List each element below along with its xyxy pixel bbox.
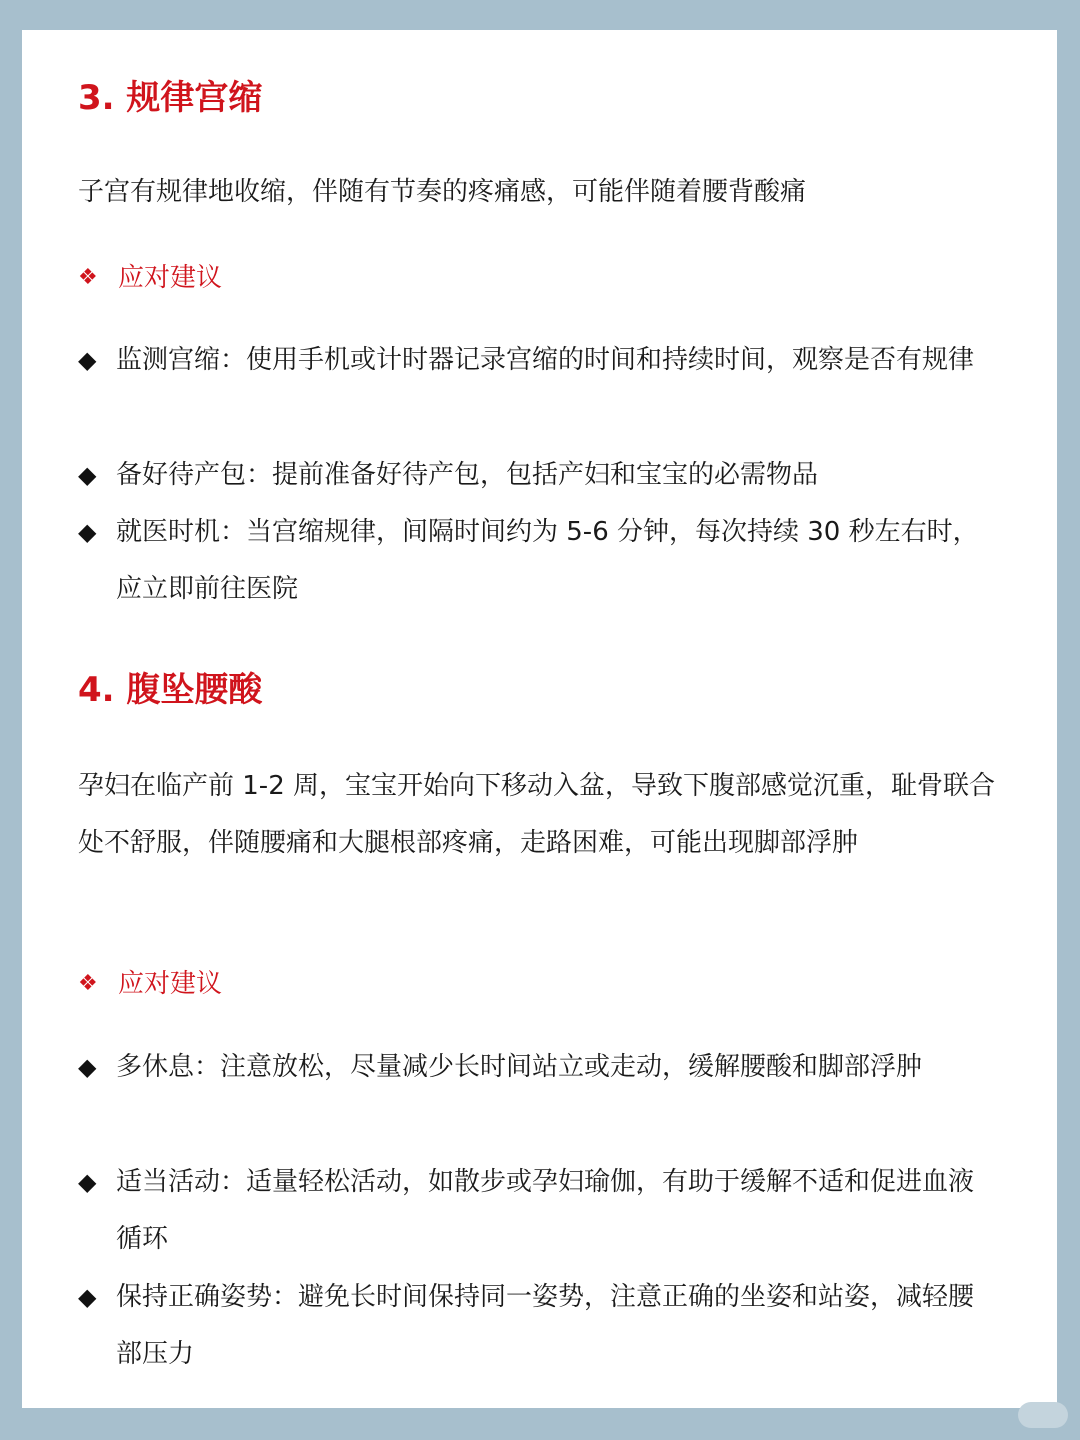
advice-item-text: 保持正确姿势：避免长时间保持同一姿势，注意正确的坐姿和站姿，减轻腰部压力	[116, 1282, 975, 1369]
advice-heading	[78, 258, 222, 298]
diamond-icon: ◆	[78, 1168, 97, 1196]
advice-item-text: 多休息：注意放松，尽量减少长时间站立或走动，缓解腰酸和脚部浮肿	[116, 1052, 923, 1082]
section-title: 4. 腹坠腰酸	[78, 670, 263, 710]
advice-heading-label: 应对建议	[118, 263, 223, 293]
section-title: 3. 规律宫缩	[78, 78, 263, 118]
advice-item-text: 适当活动：适量轻松活动，如散步或孕妇瑜伽，有助于缓解不适和促进血液循环	[116, 1167, 975, 1254]
advice-heading	[78, 964, 222, 1004]
diamond-icon: ◆	[78, 1053, 97, 1081]
advice-item-text: 监测宫缩：使用手机或计时器记录宫缩的时间和持续时间，观察是否有规律	[116, 345, 975, 375]
advice-item-text: 备好待产包：提前准备好待产包，包括产妇和宝宝的必需物品	[116, 460, 819, 490]
content-card	[22, 30, 1057, 1408]
advice-item	[78, 332, 998, 389]
advice-item-text: 就医时机：当宫缩规律，间隔时间约为 5-6 分钟，每次持续 30 秒左右时，应立即前往医院	[116, 517, 979, 604]
diamond-icon: ◆	[78, 1283, 97, 1311]
clover-icon: ❖	[78, 265, 98, 290]
diamond-icon: ◆	[78, 461, 97, 489]
advice-item	[78, 447, 998, 504]
diamond-icon: ◆	[78, 346, 97, 374]
clover-icon: ❖	[78, 971, 98, 996]
diamond-icon: ◆	[78, 518, 97, 546]
section-description: 子宫有规律地收缩，伴随有节奏的疼痛感，可能伴随着腰背酸痛	[78, 177, 807, 207]
advice-heading-label: 应对建议	[118, 969, 223, 999]
advice-item	[78, 1154, 998, 1268]
watermark-badge	[1018, 1402, 1068, 1428]
advice-item	[78, 504, 998, 618]
advice-item	[78, 1039, 998, 1096]
section-description: 孕妇在临产前 1-2 周，宝宝开始向下移动入盆，导致下腹部感觉沉重，耻骨联合处不舒服，伴随腰痛和大腿根部疼痛，走路困难，可能出现脚部浮肿	[78, 771, 995, 858]
advice-item	[78, 1269, 998, 1383]
